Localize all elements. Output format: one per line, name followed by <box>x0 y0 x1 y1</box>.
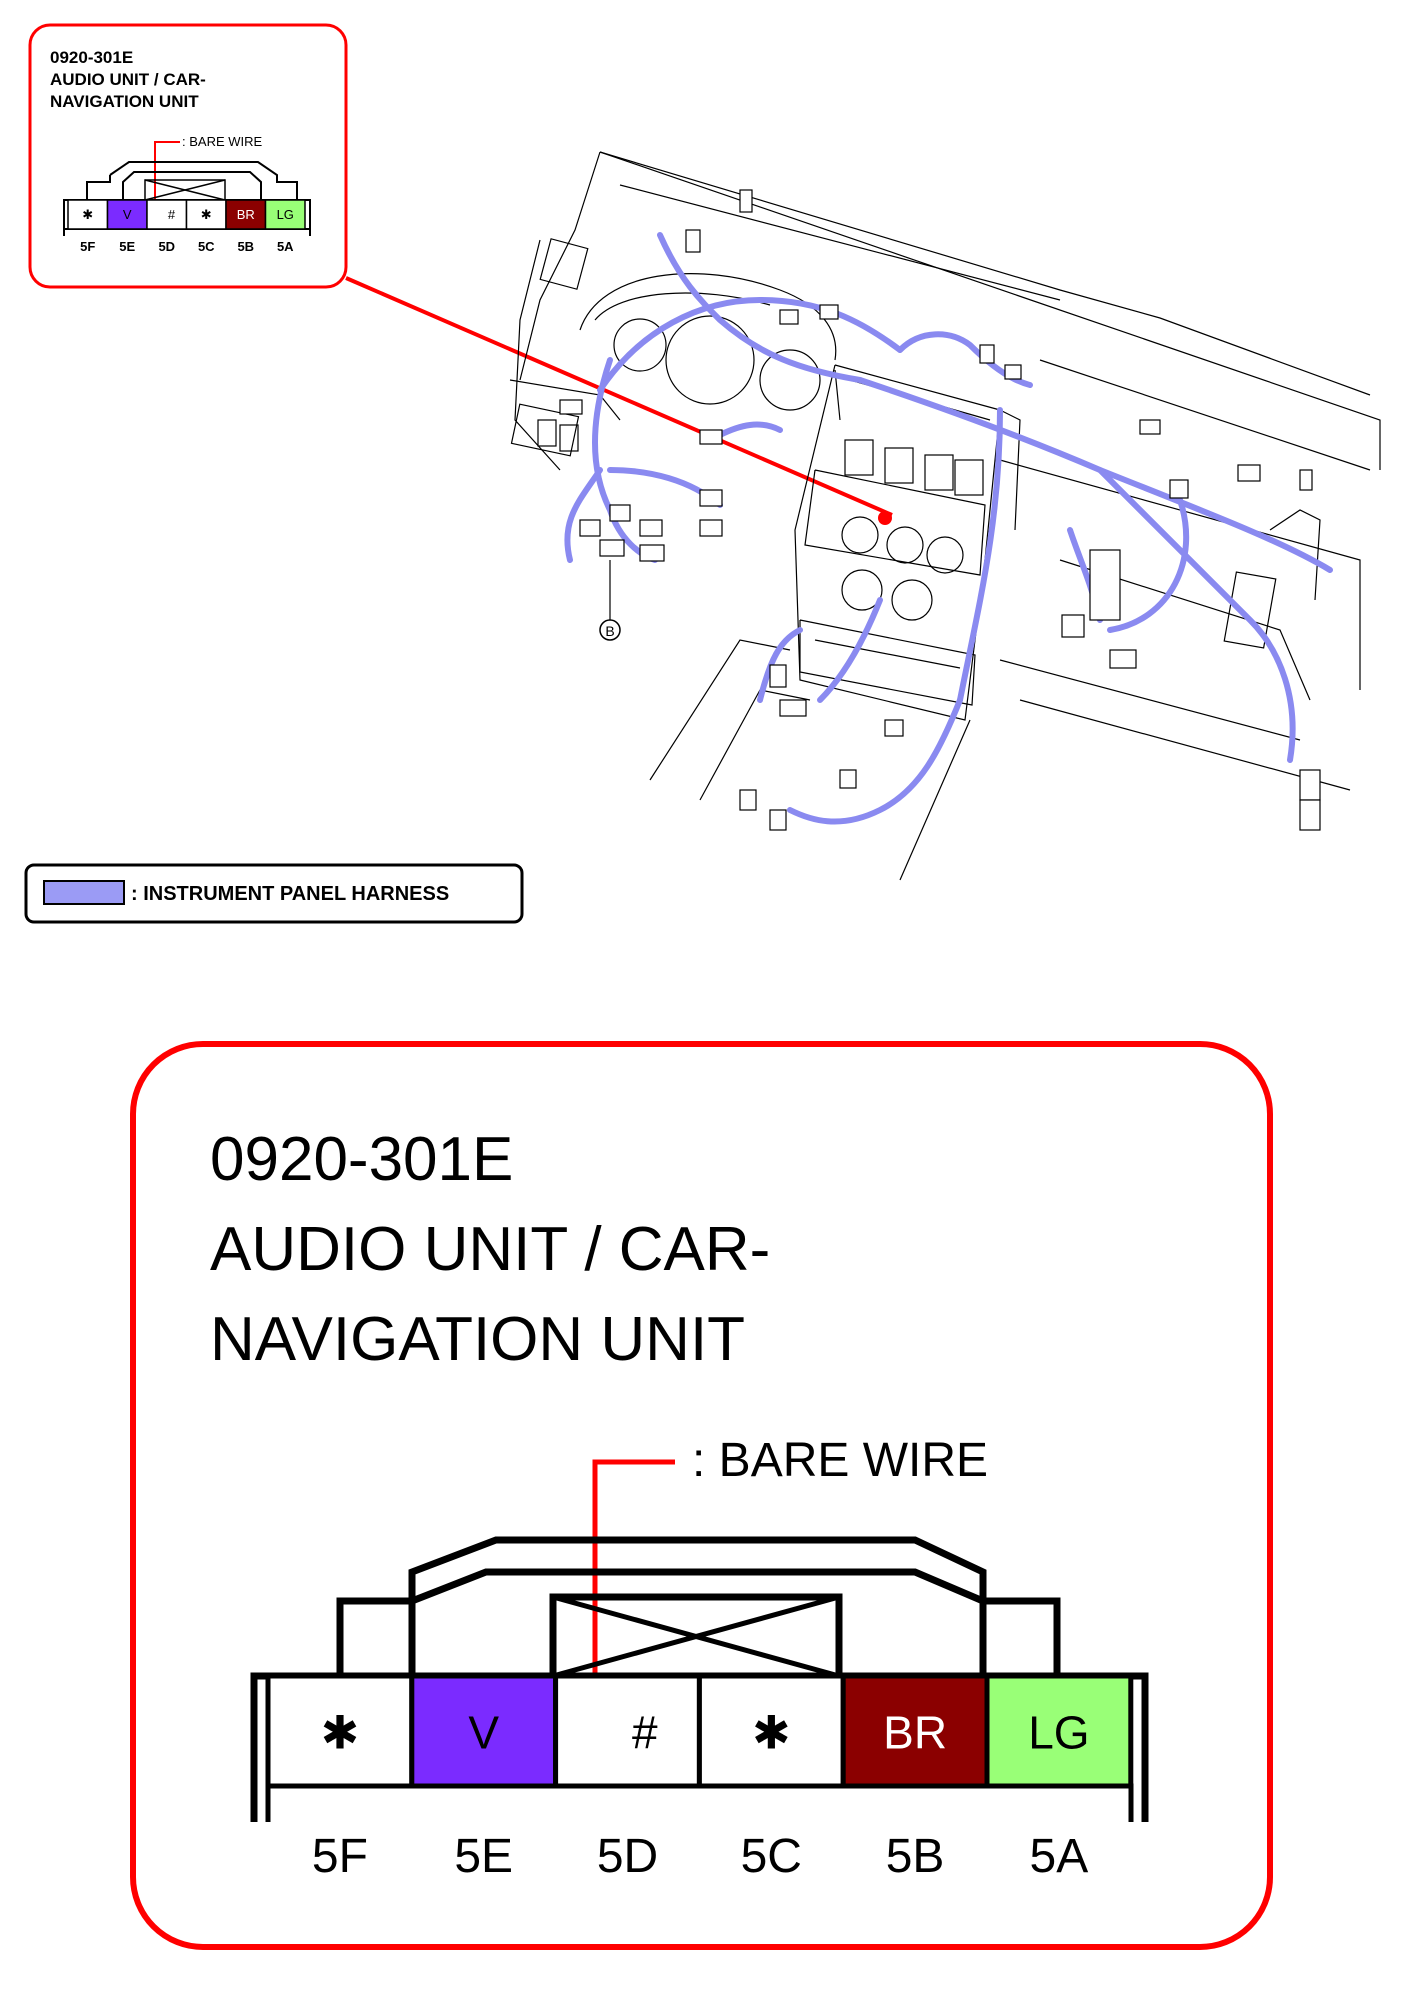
small-pin-number: 5B <box>237 239 255 254</box>
pin-wire-color: ✱ <box>320 1706 360 1759</box>
small-pin-wire-color: ✱ <box>82 207 94 223</box>
bare-wire-label: : BARE WIRE <box>692 1434 989 1487</box>
pin-number: 5F <box>311 1830 368 1883</box>
audio-unit-location-dot <box>878 511 892 525</box>
pin-number: 5E <box>454 1830 514 1883</box>
instrument-panel-harness <box>567 235 1330 822</box>
legend-harness-swatch <box>44 881 124 904</box>
small-connector-name-line2: NAVIGATION UNIT <box>50 92 199 111</box>
small-connector-name-line1: AUDIO UNIT / CAR- <box>50 70 206 89</box>
small-pin-number: 5A <box>276 239 294 254</box>
large-connector-callout <box>133 1044 1270 1947</box>
harness-marker <box>600 560 620 640</box>
small-connector-callout <box>30 25 346 287</box>
callout-leader-line <box>346 278 892 515</box>
pin-wire-color: # <box>631 1706 658 1759</box>
pin-wire-color: LG <box>1028 1706 1090 1759</box>
small-pin-wire-color: # <box>167 207 176 223</box>
harness-marker-letter: B <box>605 623 615 639</box>
connector-name-line2: NAVIGATION UNIT <box>210 1305 746 1374</box>
small-pin-cell <box>147 200 187 229</box>
pin-number: 5B <box>885 1830 945 1883</box>
small-pin-wire-color: ✱ <box>200 207 212 223</box>
pin-wire-color: BR <box>883 1706 948 1759</box>
small-pin-number: 5F <box>80 239 96 254</box>
pin-cell <box>556 1676 700 1786</box>
instrument-panel-drawing <box>510 152 1380 880</box>
small-pin-wire-color: LG <box>276 207 294 223</box>
legend <box>26 865 522 922</box>
pin-number: 5C <box>740 1830 802 1883</box>
connector-name-line1: AUDIO UNIT / CAR- <box>210 1215 771 1284</box>
small-connector-code: 0920-301E <box>50 48 134 67</box>
pin-number: 5D <box>596 1830 659 1883</box>
small-pin-number: 5D <box>158 239 176 254</box>
connector-code: 0920-301E <box>210 1125 514 1194</box>
pin-number: 5A <box>1029 1830 1089 1883</box>
pin-wire-color: V <box>468 1706 500 1759</box>
small-pin-wire-color: V <box>122 207 132 223</box>
small-pin-wire-color: BR <box>236 207 255 223</box>
small-pin-number: 5C <box>197 239 215 254</box>
legend-label: : INSTRUMENT PANEL HARNESS <box>131 883 450 905</box>
small-pin-number: 5E <box>119 239 136 254</box>
small-bare-wire-label: : BARE WIRE <box>182 134 263 149</box>
pin-wire-color: ✱ <box>752 1706 791 1759</box>
